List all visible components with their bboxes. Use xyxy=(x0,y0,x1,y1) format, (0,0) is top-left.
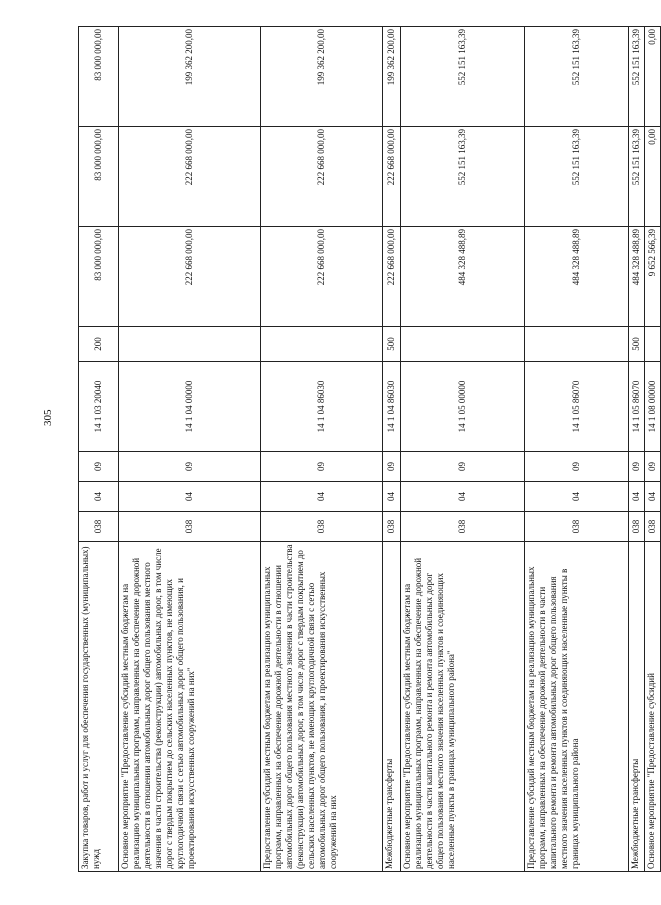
cell-rz: 04 xyxy=(525,482,629,512)
cell-sum-1: 484 328 488,89 xyxy=(401,227,525,327)
table-row xyxy=(629,27,645,872)
cell-vr: 200 xyxy=(79,327,119,362)
cell-rz: 04 xyxy=(629,482,645,512)
cell-sum-2: 83 000 000,00 xyxy=(79,127,119,227)
table-row xyxy=(645,27,661,872)
cell-ved: 038 xyxy=(645,512,661,542)
row-description: Предоставление субсидий местным бюджетам на реализацию муниципальных программ, направленных на обеспечение дорожной деятельности в части капитального ремонта и ремонта автомобильных дорог общего пользования местного значения населенных пунктов и соединяющих населенные пункты в границах муниципального района xyxy=(525,542,629,872)
cell-sum-1: 484 328 488,89 xyxy=(629,227,645,327)
row-description: Основное мероприятие "Предоставление субсидий местным бюджетам на реализацию муниципальных программ, направленных на обеспечение дорожной деятельности в части капитального ремонта и ремонта автомобильных дорог общего пользования местного значения населенных пунктов и соединяющих населенные пункты в границах муниципального района" xyxy=(401,542,525,872)
cell-pr: 09 xyxy=(645,452,661,482)
cell-ved: 038 xyxy=(79,512,119,542)
cell-ved: 038 xyxy=(261,512,383,542)
cell-ved: 038 xyxy=(119,512,261,542)
table-row xyxy=(525,27,629,872)
cell-vr xyxy=(261,327,383,362)
cell-csr: 14 1 05 86070 xyxy=(629,362,645,452)
cell-sum-2: 0,00 xyxy=(645,127,661,227)
table-row xyxy=(383,27,401,872)
cell-ved: 038 xyxy=(629,512,645,542)
row-description: Предоставление субсидий местным бюджетам на реализацию муниципальных программ, направленных на обеспечение дорожной деятельности в отношении автомобильных дорог общего пользования местного значения в части строительства (реконструкции) автомобильных дорог, в том числе дорог с твердым покрытием до сельских населенных пунктов, не имеющих круглогодичной связи с сетью автомобильных дорог общего пользования, и проектирования искусственных сооружений на них xyxy=(261,542,383,872)
cell-csr: 14 1 04 86030 xyxy=(261,362,383,452)
row-description: Основное мероприятие "Предоставление субсидий местным бюджетам на реализацию муниципальных программ, направленных на обеспечение дорожной деятельности в отношении автомобильных дорог общего пользования местного значения в части строительства (реконструкции) автомобильных дорог, в том числе дорог с твердым покрытием до сельских населенных пунктов, не имеющих круглогодичной связи с сетью автомобильных дорог общего пользования, и проектирования искусственных сооружений на них" xyxy=(119,542,261,872)
cell-vr xyxy=(401,327,525,362)
cell-sum-3: 83 000 000,00 xyxy=(79,27,119,127)
cell-pr: 09 xyxy=(401,452,525,482)
cell-sum-2: 552 151 163,39 xyxy=(629,127,645,227)
cell-ved: 038 xyxy=(401,512,525,542)
cell-rz: 04 xyxy=(79,482,119,512)
cell-vr xyxy=(525,327,629,362)
cell-rz: 04 xyxy=(383,482,401,512)
cell-sum-1: 222 668 000,00 xyxy=(119,227,261,327)
cell-csr: 14 1 03 20040 xyxy=(79,362,119,452)
row-description: Основное мероприятие "Предоставление субсидий xyxy=(645,542,661,872)
cell-vr: 500 xyxy=(383,327,401,362)
cell-sum-3: 0,00 xyxy=(645,27,661,127)
cell-rz: 04 xyxy=(261,482,383,512)
cell-sum-1: 83 000 000,00 xyxy=(79,227,119,327)
cell-csr: 14 1 05 86070 xyxy=(525,362,629,452)
cell-sum-2: 222 668 000,00 xyxy=(383,127,401,227)
cell-ved: 038 xyxy=(525,512,629,542)
cell-sum-1: 222 668 000,00 xyxy=(383,227,401,327)
table-row xyxy=(79,27,119,872)
cell-sum-3: 552 151 163,39 xyxy=(525,27,629,127)
row-description: Межбюджетные трансферты xyxy=(629,542,645,872)
cell-sum-2: 552 151 163,39 xyxy=(401,127,525,227)
cell-pr: 09 xyxy=(525,452,629,482)
cell-vr xyxy=(119,327,261,362)
cell-sum-3: 552 151 163,39 xyxy=(629,27,645,127)
cell-pr: 09 xyxy=(119,452,261,482)
cell-sum-1: 222 668 000,00 xyxy=(261,227,383,327)
cell-rz: 04 xyxy=(401,482,525,512)
cell-sum-2: 222 668 000,00 xyxy=(261,127,383,227)
cell-csr: 14 1 04 00000 xyxy=(119,362,261,452)
cell-csr: 14 1 08 00000 xyxy=(645,362,661,452)
cell-sum-2: 552 151 163,39 xyxy=(525,127,629,227)
cell-sum-3: 199 362 200,00 xyxy=(383,27,401,127)
page-number: 305 xyxy=(42,409,54,426)
cell-pr: 09 xyxy=(79,452,119,482)
table-body xyxy=(79,27,661,872)
cell-sum-1: 484 328 488,89 xyxy=(525,227,629,327)
row-description: Закупка товаров, работ и услуг для обеспечения государственных (муниципальных) нужд xyxy=(79,542,119,872)
table-row xyxy=(119,27,261,872)
cell-rz: 04 xyxy=(119,482,261,512)
cell-csr: 14 1 04 86030 xyxy=(383,362,401,452)
cell-csr: 14 1 05 00000 xyxy=(401,362,525,452)
cell-vr xyxy=(645,327,661,362)
cell-sum-3: 552 151 163,39 xyxy=(401,27,525,127)
cell-sum-2: 222 668 000,00 xyxy=(119,127,261,227)
cell-pr: 09 xyxy=(629,452,645,482)
cell-sum-3: 199 362 200,00 xyxy=(261,27,383,127)
cell-sum-1: 9 652 566,39 xyxy=(645,227,661,327)
row-description: Межбюджетные трансферты xyxy=(383,542,401,872)
cell-ved: 038 xyxy=(383,512,401,542)
rotated-table-wrapper xyxy=(78,27,657,872)
cell-pr: 09 xyxy=(383,452,401,482)
cell-rz: 04 xyxy=(645,482,661,512)
cell-sum-3: 199 362 200,00 xyxy=(119,27,261,127)
cell-vr: 500 xyxy=(629,327,645,362)
budget-table xyxy=(78,26,661,872)
cell-pr: 09 xyxy=(261,452,383,482)
table-row xyxy=(261,27,383,872)
table-row xyxy=(401,27,525,872)
